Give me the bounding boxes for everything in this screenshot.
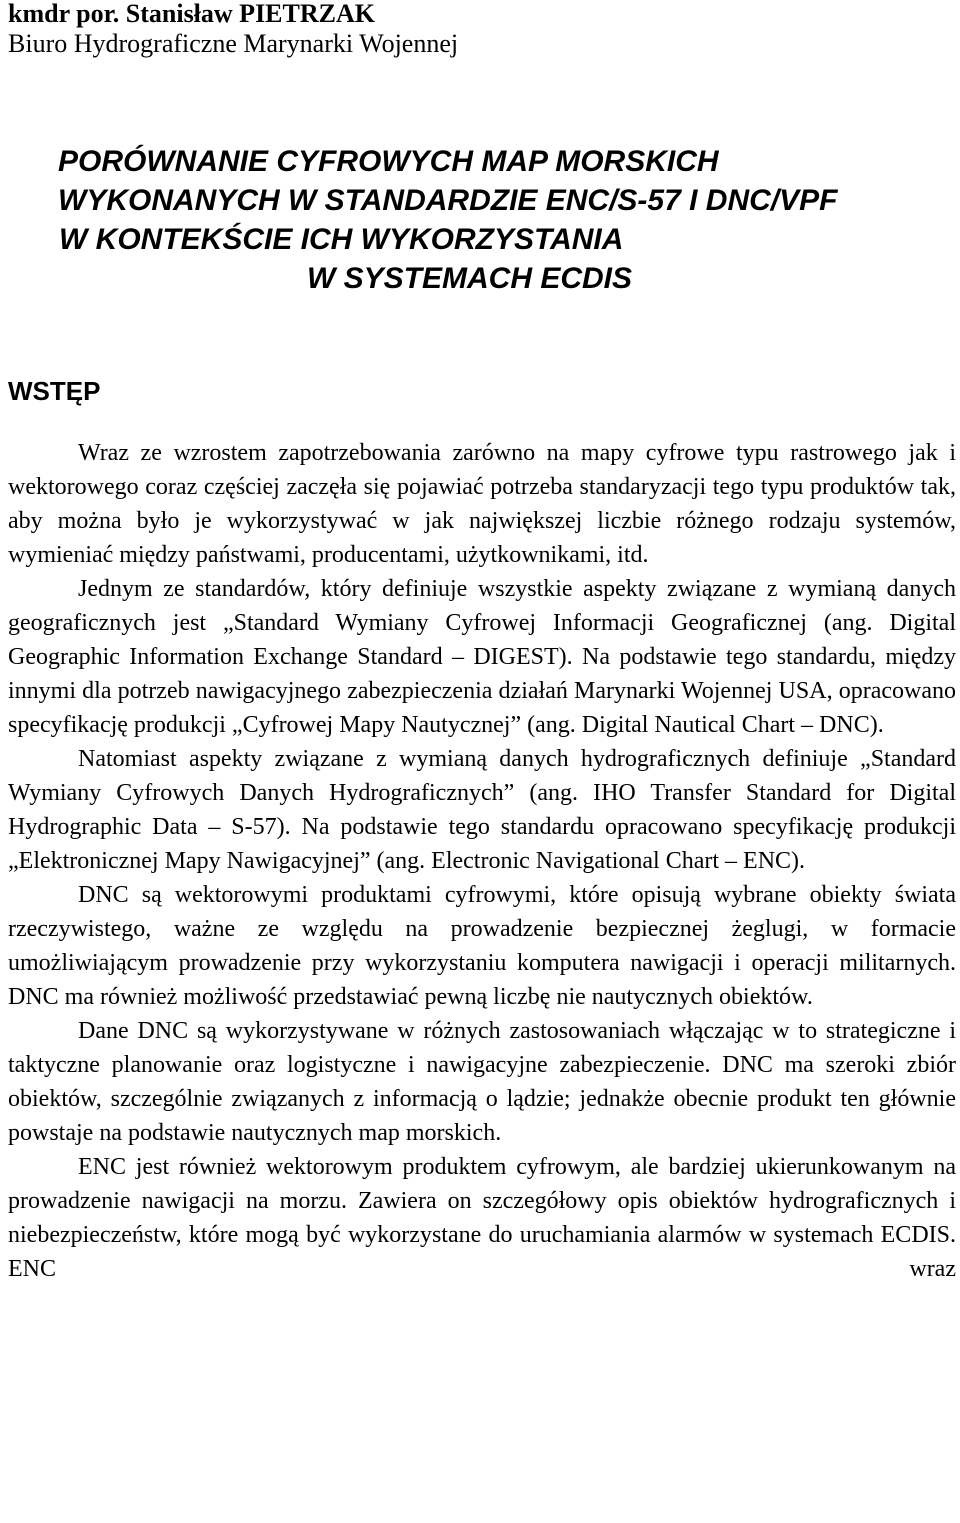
paragraph: ENC jest również wektorowym produktem cyfrowym, ale bardziej ukierunkowanym na prowadzenie nawigacji na morzu. Zawiera on szczegółowy opis obiektów hydrograficznych i niebezpieczeństw, które mogą być wykorzystane do uruchamiania alarmów w systemach ECDIS. ENC wraz xyxy=(8,1154,956,1282)
title-line: PORÓWNANIE CYFROWYCH MAP MORSKICH xyxy=(58,145,719,178)
document-title xyxy=(8,142,956,298)
title-line: W KONTEKŚCIE ICH WYKORZYSTANIA xyxy=(59,223,624,256)
paragraph: Jednym ze standardów, który definiuje wszystkie aspekty związane z wymianą danych geograficznych jest „Standard Wymiany Cyfrowej Informacji Geograficznej (ang. Digital Geographic Information Exchange Standard – DIGEST). Na podstawie tego standardu, między innymi dla potrzeb nawigacyjnego zabezpieczenia działań Marynarki Wojennej USA, opracowano specyfikację produkcji „Cyfrowej Mapy Nautycznej” (ang. Digital Nautical Chart – DNC). xyxy=(8,576,956,738)
section-heading: WSTĘP xyxy=(8,376,101,406)
body-text xyxy=(8,436,956,1286)
title-line: W SYSTEMACH ECDIS xyxy=(307,262,633,295)
author-affiliation: Biuro Hydrograficzne Marynarki Wojennej xyxy=(8,29,459,58)
title-line: WYKONANYCH W STANDARDZIE ENC/S-57 I DNC/VPF xyxy=(58,184,838,217)
paragraph: Wraz ze wzrostem zapotrzebowania zarówno na mapy cyfrowe typu rastrowego jak i wektorowego coraz częściej zaczęła się pojawiać potrzeba standaryzacji tego typu produktów tak, aby można było je wykorzystywać w jak największej liczbie różnego rodzaju systemów, wymieniać między państwami, producentami, użytkownikami, itd. xyxy=(8,440,956,568)
document-page xyxy=(8,0,956,1286)
author-name: kmdr por. Stanisław PIETRZAK xyxy=(8,0,375,28)
paragraph: Dane DNC są wykorzystywane w różnych zastosowaniach włączając w to strategiczne i taktyczne planowanie oraz logistyczne i nawigacyjne zabezpieczenie. DNC ma szeroki zbiór obiektów, szczególnie związanych z informacją o lądzie; jednakże obecnie produkt ten głównie powstaje na podstawie nautycznych map morskich. xyxy=(8,1018,956,1146)
paragraph: DNC są wektorowymi produktami cyfrowymi, które opisują wybrane obiekty świata rzeczywistego, ważne ze względu na prowadzenie bezpiecznej żeglugi, w formacie umożliwiającym prowadzenie przy wykorzystaniu komputera nawigacji i operacji militarnych. DNC ma również możliwość przedstawiać pewną liczbę nie nautycznych obiektów. xyxy=(8,882,956,1010)
paragraph: Natomiast aspekty związane z wymianą danych hydrograficznych definiuje „Standard Wymiany Cyfrowych Danych Hydrograficznych” (ang. IHO Transfer Standard for Digital Hydrographic Data – S-57). Na podstawie tego standardu opracowano specyfikację produkcji „Elektronicznej Mapy Nawigacyjnej” (ang. Electronic Navigational Chart – ENC). xyxy=(8,746,956,874)
